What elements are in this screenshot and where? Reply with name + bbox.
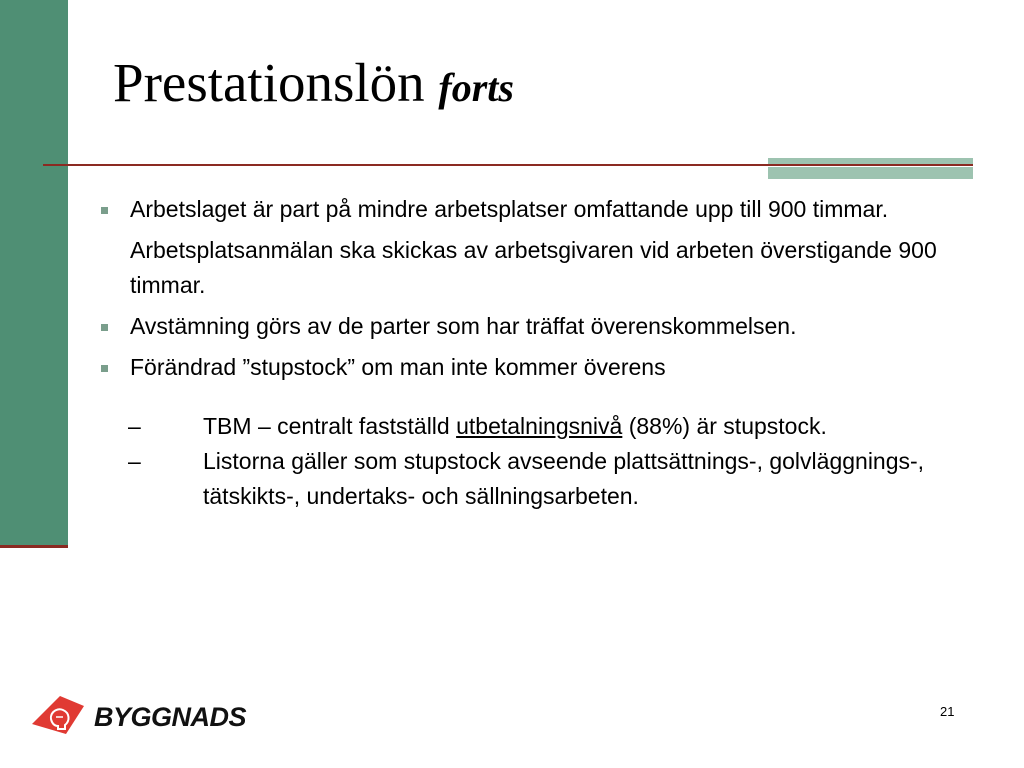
dash-marker: – (128, 448, 141, 474)
dash-marker: – (128, 413, 141, 439)
bullet-text: Arbetslaget är part på mindre arbetsplatser omfattande upp till 900 timmar. (130, 196, 889, 222)
accent-bar-top (768, 158, 973, 164)
bullet-text: Förändrad ”stupstock” om man inte kommer överens (130, 354, 666, 380)
side-bar (0, 0, 68, 545)
sub-item (100, 409, 960, 444)
spacer (100, 385, 960, 409)
square-bullet-icon (101, 324, 108, 331)
slide-title-sub: forts (438, 65, 514, 110)
bullet-text: Avstämning görs av de parter som har träffat överenskommelsen. (130, 313, 797, 339)
sub-item-text-pre: TBM – centralt fastställd (203, 413, 457, 439)
sub-item-underlined-term: utbetalningsnivå (456, 413, 623, 439)
bullet-item (100, 192, 960, 227)
title-rule (43, 164, 973, 166)
logo-text: BYGGNADS (94, 702, 247, 732)
slide-title-main: Prestationslön (113, 52, 425, 113)
bullet-continuation: Arbetsplatsanmälan ska skickas av arbetsgivaren vid arbeten överstigande 900 timmar. (130, 237, 937, 298)
side-bar-rule (0, 545, 68, 548)
bullet-item (100, 309, 960, 344)
slide-title (113, 50, 514, 121)
square-bullet-icon (101, 207, 108, 214)
sub-item (100, 444, 960, 514)
slide-content (100, 192, 960, 514)
bullet-item (100, 350, 960, 385)
sub-item-text-post: (88%) är stupstock. (622, 413, 827, 439)
page-number: 21 (940, 704, 955, 719)
accent-bar-bottom (768, 167, 973, 179)
sub-item-text: Listorna gäller som stupstock avseende plattsättnings-, golvläggnings-, tätskikts-, undertaks- och sällningsarbeten. (203, 448, 925, 509)
square-bullet-icon (101, 365, 108, 372)
